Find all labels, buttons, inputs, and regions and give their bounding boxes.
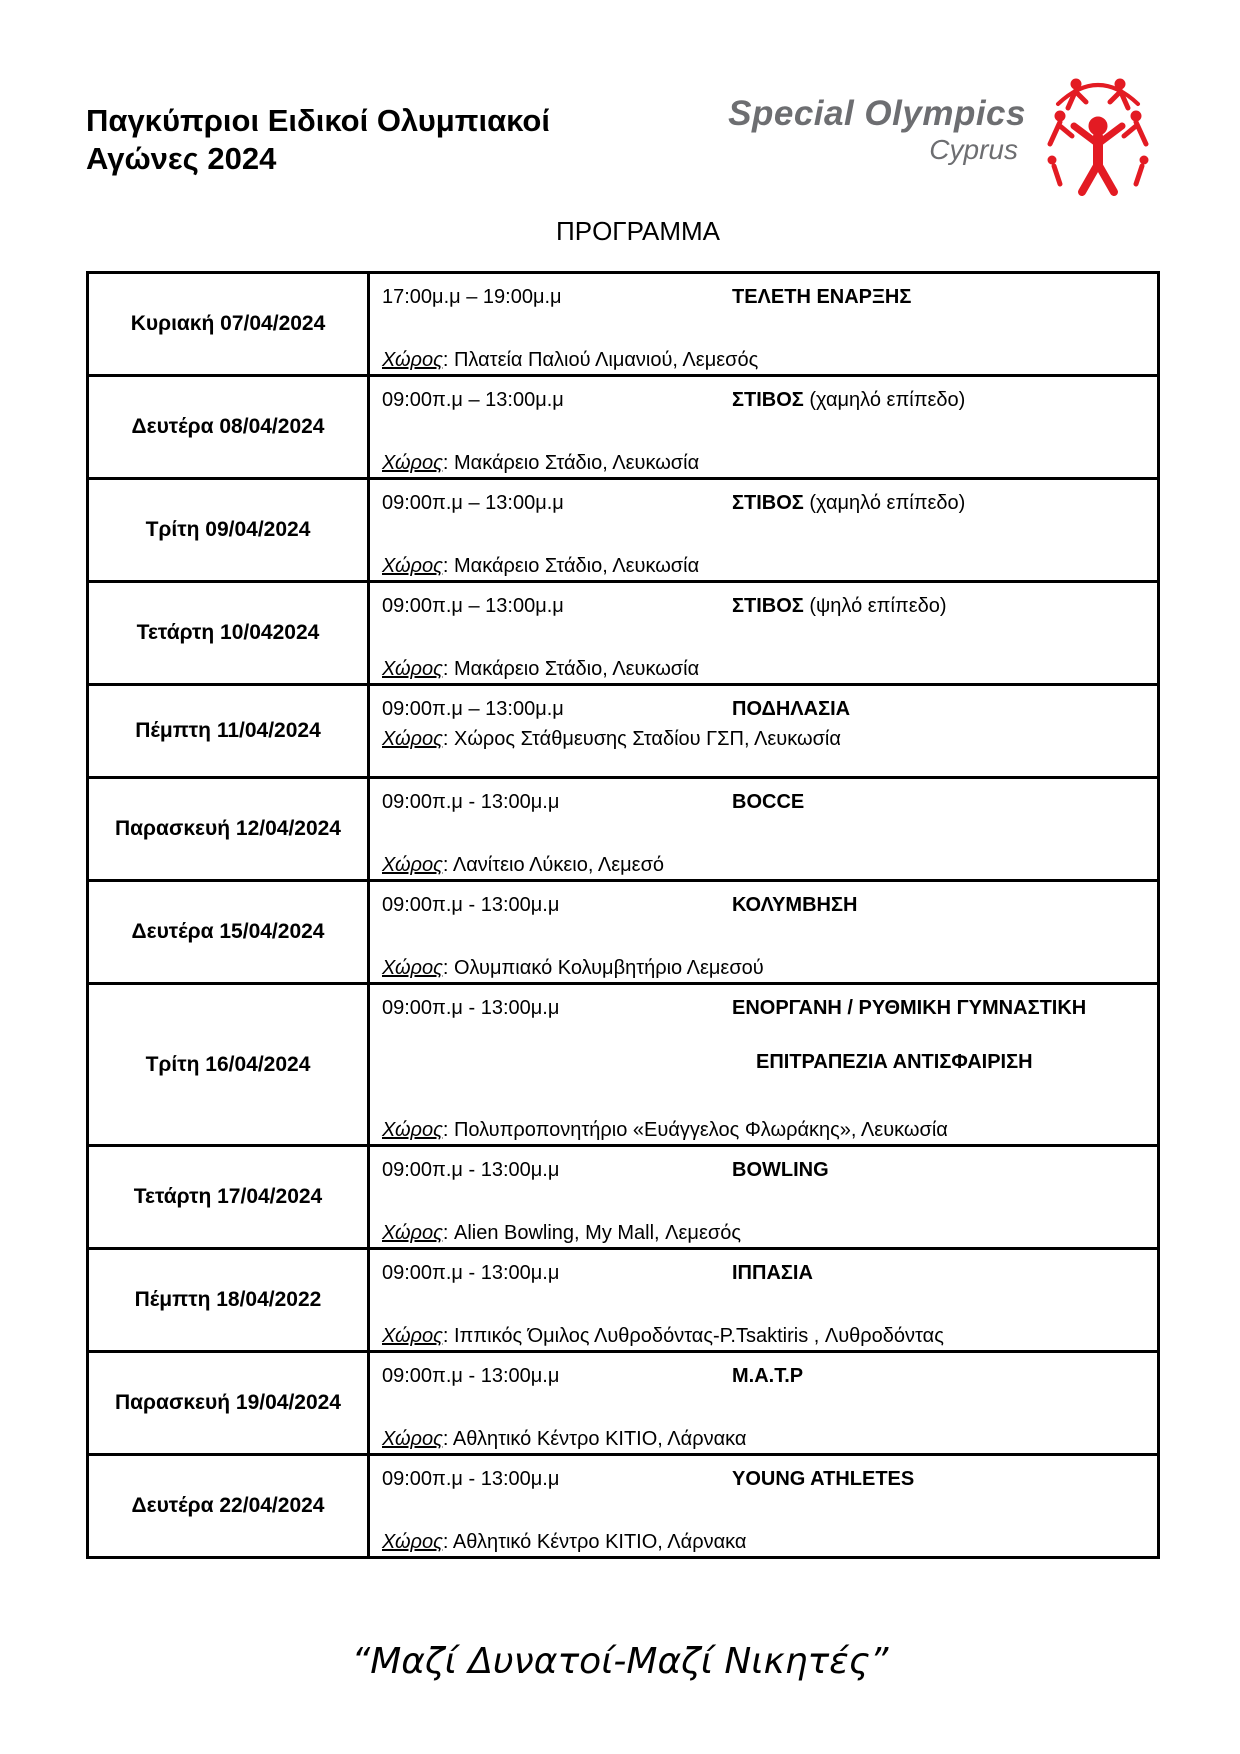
venue-label: Χώρος [382, 957, 443, 979]
activity-name: YOUNG ATHLETES [732, 1468, 915, 1490]
venue-label: Χώρος [382, 349, 443, 371]
event-time: 09:00π.μ – 13:00μ.μ [382, 492, 564, 514]
schedule-event-cell [369, 1146, 1159, 1249]
activity-name: BOWLING [732, 1159, 829, 1181]
schedule-event-cell [369, 685, 1159, 778]
event-venue [382, 1428, 746, 1451]
schedule-event-cell [369, 1352, 1159, 1455]
event-time: 09:00π.μ - 13:00μ.μ [382, 1159, 560, 1181]
schedule-day: Παρασκευή 12/04/2024 [88, 778, 369, 881]
schedule-event-cell [369, 582, 1159, 685]
activity-note: (χαμηλό επίπεδο) [803, 389, 966, 411]
event-venue [382, 854, 664, 877]
event-time: 09:00π.μ - 13:00μ.μ [382, 791, 560, 813]
event-activity-secondary: ΕΠΙΤΡΑΠΕΖΙΑ ΑΝΤΙΣΦΑΙΡΙΣΗ [756, 1051, 1033, 1073]
activity-name: ΣΤΙΒΟΣ [732, 595, 804, 617]
venue-label: Χώρος [382, 854, 443, 876]
motto: “Μαζί Δυνατοί-Μαζί Νικητές” [351, 1641, 889, 1682]
schedule-day: Παρασκευή 19/04/2024 [88, 1352, 369, 1455]
venue-label: Χώρος [382, 1222, 443, 1244]
venue-text: : Μακάρειο Στάδιο, Λευκωσία [442, 452, 700, 474]
activity-name: ΚΟΛΥΜΒΗΣΗ [732, 894, 858, 916]
activity-name: ΠΟΔΗΛΑΣΙΑ [732, 698, 851, 720]
event-time: 09:00π.μ – 13:00μ.μ [382, 698, 564, 720]
activity-name: BOCCE [732, 791, 805, 813]
activity-name: M.A.T.P [732, 1365, 804, 1387]
event-venue [382, 1222, 741, 1245]
event-time: 09:00π.μ – 13:00μ.μ [382, 389, 564, 411]
event-venue [382, 1119, 948, 1142]
event-venue [382, 349, 758, 372]
schedule-day: Δευτέρα 15/04/2024 [88, 881, 369, 984]
page-title [86, 102, 550, 178]
event-activity [732, 1365, 803, 1388]
event-time: 09:00π.μ – 13:00μ.μ [382, 595, 564, 617]
schedule-event-cell [369, 1249, 1159, 1352]
venue-text: : Πολυπροπονητήριο «Ευάγγελος Φλωράκης», Λευκωσία [442, 1119, 948, 1141]
schedule-row [88, 1146, 1159, 1249]
venue-text: : Ολυμπιακό Κολυμβητήριο Λεμεσού [442, 957, 764, 979]
schedule-row [88, 778, 1159, 881]
schedule-row [88, 273, 1159, 376]
venue-text: : Μακάρειο Στάδιο, Λευκωσία [442, 658, 700, 680]
event-activity [732, 1159, 829, 1182]
schedule-row [88, 1352, 1159, 1455]
event-venue [382, 957, 764, 980]
activity-name: ΕΝΟΡΓΑΝΗ / ΡΥΘΜΙΚΗ ΓΥΜΝΑΣΤΙΚΗ [732, 997, 1087, 1019]
schedule-day: Κυριακή 07/04/2024 [88, 273, 369, 376]
logo-subtitle: Cyprus [929, 134, 1018, 165]
schedule-day: Πέμπτη 18/04/2022 [88, 1249, 369, 1352]
schedule-day: Πέμπτη 11/04/2024 [88, 685, 369, 778]
venue-text: : Alien Bowling, My Mall, Λεμεσός [442, 1222, 741, 1244]
venue-label: Χώρος [382, 728, 443, 750]
schedule-event-cell [369, 479, 1159, 582]
schedule-subtitle: ΠΡΟΓΡΑΜΜΑ [555, 216, 721, 246]
venue-label: Χώρος [382, 452, 443, 474]
event-venue [382, 555, 699, 578]
schedule-table [86, 271, 1160, 1559]
activity-name: ΙΠΠΑΣΙΑ [732, 1262, 813, 1284]
schedule-event-cell [369, 273, 1159, 376]
event-time: 09:00π.μ - 13:00μ.μ [382, 894, 560, 916]
event-venue [382, 1325, 944, 1348]
event-activity [732, 595, 947, 618]
event-time: 09:00π.μ - 13:00μ.μ [382, 997, 560, 1019]
schedule-row [88, 881, 1159, 984]
event-activity [732, 698, 850, 721]
schedule-event-cell [369, 984, 1159, 1146]
activity-name: ΤΕΛΕΤΗ ΕΝΑΡΞΗΣ [732, 286, 912, 308]
event-activity [732, 1468, 914, 1491]
event-activity [732, 791, 804, 814]
venue-label: Χώρος [382, 658, 443, 680]
activity-name: ΣΤΙΒΟΣ [732, 389, 804, 411]
schedule-event-cell [369, 1455, 1159, 1558]
schedule-row [88, 376, 1159, 479]
venue-label: Χώρος [382, 1119, 443, 1141]
venue-label: Χώρος [382, 1531, 443, 1553]
event-time: 09:00π.μ - 13:00μ.μ [382, 1468, 560, 1490]
schedule-event-cell [369, 376, 1159, 479]
activity-note: (χαμηλό επίπεδο) [803, 492, 966, 514]
schedule-row [88, 1455, 1159, 1558]
event-venue [382, 452, 699, 475]
event-activity [732, 997, 1086, 1020]
schedule-day: Δευτέρα 22/04/2024 [88, 1455, 369, 1558]
schedule-row [88, 984, 1159, 1146]
schedule-row [88, 582, 1159, 685]
schedule-row [88, 479, 1159, 582]
venue-text: : Μακάρειο Στάδιο, Λευκωσία [442, 555, 700, 577]
event-activity [732, 492, 965, 515]
venue-text: : Λανίτειο Λύκειο, Λεμεσό [442, 854, 665, 876]
title-line-1: Παγκύπριοι Ειδικοί Ολυμπιακοί [86, 103, 550, 138]
event-time: 09:00π.μ - 13:00μ.μ [382, 1262, 560, 1284]
title-line-2: Αγώνες 2024 [86, 141, 277, 176]
schedule-day: Δευτέρα 08/04/2024 [88, 376, 369, 479]
event-activity [732, 894, 857, 917]
schedule-day: Τετάρτη 10/042024 [88, 582, 369, 685]
logo-brand: Special Olympics [728, 94, 1026, 133]
logo-text [668, 94, 1026, 166]
activity-note: (ψηλό επίπεδο) [803, 595, 947, 617]
event-activity [732, 1262, 813, 1285]
schedule-day: Τρίτη 09/04/2024 [88, 479, 369, 582]
schedule-day: Τετάρτη 17/04/2024 [88, 1146, 369, 1249]
event-venue [382, 1531, 746, 1554]
event-time: 17:00μ.μ – 19:00μ.μ [382, 286, 562, 308]
schedule-event-cell [369, 778, 1159, 881]
venue-label: Χώρος [382, 1428, 443, 1450]
schedule-row [88, 1249, 1159, 1352]
schedule-row [88, 685, 1159, 778]
venue-text: : Αθλητικό Κέντρο ΚΙΤΙΟ, Λάρνακα [442, 1531, 747, 1553]
venue-text: : Χώρος Στάθμευσης Σταδίου ΓΣΠ, Λευκωσία [442, 728, 841, 750]
event-venue [382, 658, 699, 681]
special-olympics-figure-icon [1038, 74, 1158, 200]
venue-label: Χώρος [382, 1325, 443, 1347]
venue-label: Χώρος [382, 555, 443, 577]
venue-text: : Ιππικός Όμιλος Λυθροδόντας-P.Tsaktiris , Λυθροδόντας [442, 1325, 944, 1347]
schedule-event-cell [369, 881, 1159, 984]
venue-text: : Πλατεία Παλιού Λιμανιού, Λεμεσός [442, 349, 759, 371]
event-activity [732, 389, 965, 412]
venue-text: : Αθλητικό Κέντρο ΚΙΤΙΟ, Λάρνακα [442, 1428, 747, 1450]
schedule-day: Τρίτη 16/04/2024 [88, 984, 369, 1146]
special-olympics-logo [668, 74, 1168, 204]
event-time: 09:00π.μ - 13:00μ.μ [382, 1365, 560, 1387]
activity-name: ΣΤΙΒΟΣ [732, 492, 804, 514]
event-activity [732, 286, 911, 309]
event-venue [382, 728, 841, 751]
